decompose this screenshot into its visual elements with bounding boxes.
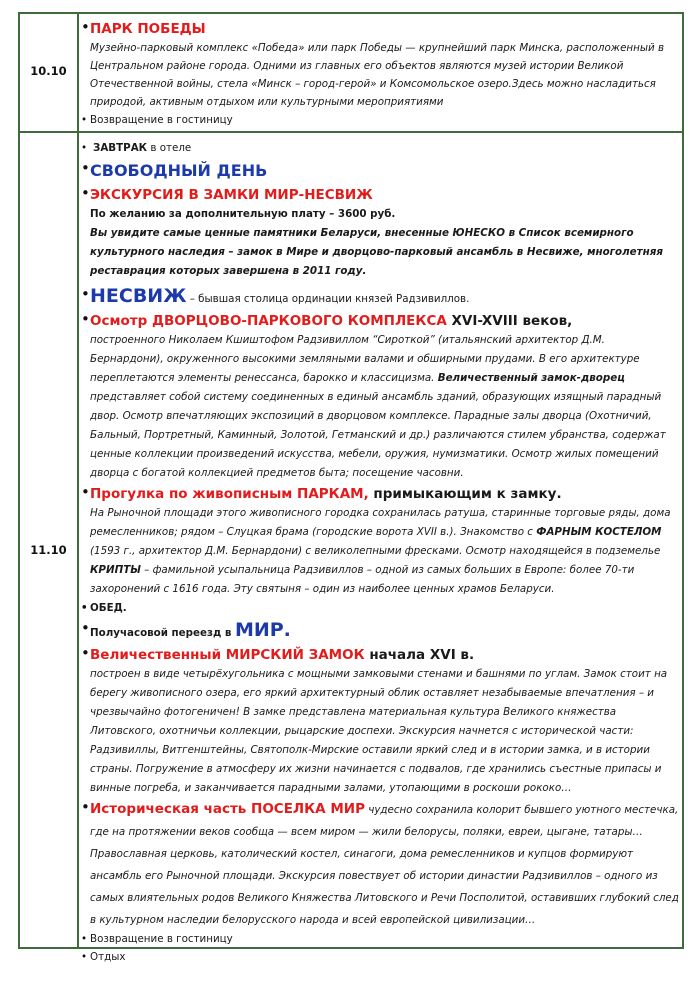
lunch-item (81, 599, 679, 617)
list-item (81, 18, 679, 39)
rest-item (81, 948, 679, 966)
park-description: Музейно-парковый комплекс «Победа» или парк Победы — крупнейший парк Минска, расположенный в Центральном районе города. Одними из главных его объектов являются музей истории Великой Отечественной войны, стела «Минск – город-герой» и Комсомольское озеро.Здесь можно насладиться природой, активным отдыхом или культурными мероприятиями (90, 42, 665, 108)
return-text: Возвращение в гостиницу (90, 933, 233, 945)
itinerary-table (18, 12, 684, 963)
palace-title: Осмотр ДВОРЦОВО-ПАРКОВОГО КОМПЛЕКСА (90, 313, 447, 329)
return-item (81, 930, 679, 948)
palace-title-century: XVI-XVIII веков, (446, 313, 573, 329)
parks-description: На Рыночной площади этого живописного городка сохранилась ратуша, старинные торговые ряды, дома ремесленников; рядом – Слуцкая брама (городские ворота XVII в.). Знакомство с ФАРНЫМ КОСТЕЛОМ (1593 г., архитектор Д.М. Бернардони) с великолепными фресками. Осмотр находящейся в подземелье КРИПТЫ – фамильной усыпальница Радзивиллов – одной из самых больших в Европе: более 70-ти захоронений с 1616 года. Эту святыня – один из наиболее ценных храмов Беларуси. (90, 507, 671, 595)
day-row-2 (20, 133, 682, 963)
village-description: чудесно сохранила колорит бывшего уютного местечка, где на протяжении веков сообща — всем миром — жили белорусы, поляки, евреи, цыгане, татары… Православная церковь, католический костел, синагоги, дома ремесленников и купцов формируют ансамбль его Рыночной площади. Экскурсия повествует об истории династии Радзивиллов – одного из самых влиятельных родов Великого Княжества Литовского и Речи Посполитой, оставивших глубокий след в культурном наследии белорусского народа и всей европейской цивилизации… (90, 804, 679, 926)
parks-title-rest: примыкающим к замку. (368, 486, 562, 502)
excursion-description: Вы увидите самые ценные памятники Беларуси, внесенные ЮНЕСКО в Список всемирного культурного наследия – замок в Мире и дворцово-парковый ансамбль в Несвиже, многолетняя реставрация которых завершена в 2011 году. (90, 227, 663, 277)
day-row-1 (20, 14, 682, 131)
nesvizh-item (81, 285, 679, 308)
breakfast-label: ЗАВТРАК (93, 142, 148, 154)
day-content (81, 18, 679, 129)
mir-castle-description: построен в виде четырёхугольника с мощными замковыми стенами и башнями по углам. Замок стоит на берегу живописного озера, его яркий архитектурный облик оставляет незабываемые впечатления – и чрезвычайно фотогеничен! В замке представлена материальная культура Великого княжества Литовского, охотничьи коллекции, рыцарские доспехи. Экскурсия начнется с исторической части: Радзивиллы, Витгенштейны, Святополк-Мирские оставили яркий след и в истории замка, и в истории страны. Погружение в атмосферу их жизни начинается с подвалов, где хранились съестные припасы и винные погреба, и заканчивается парадными залами, утопающими в роскоши рококо… (90, 668, 668, 794)
village-title: Историческая часть ПОСЕЛКА МИР (90, 801, 365, 817)
nesvizh-title: НЕСВИЖ (90, 285, 187, 307)
palace-description: построенного Николаем Кшиштофом Радзивиллом “Сироткой” (итальянский архитектор Д.М. Бернардони), окруженного высокими земляными валами и обширными прудами. В его архитектуре переплетаются элементы ренессанса, барокко и классицизма. Величественный замок-дворец представляет собой систему соединенных в единый ансамбль зданий, образующих изящный парадный двор. Осмотр впечатляющих экспозиций в дворцовом комплексе. Парадные залы дворца (Охотничий, Бальный, Портретный, Каминный, Золотой, Гетманский и др.) различаются стилем убранства, содержат ценные коллекции произведений искусства, мебели, оружия, нумизматики. Осмотр жилых помещений дворца с богатой коллекцией предметов быта; посещение часовни. (90, 334, 666, 479)
transfer-item (81, 619, 679, 642)
palace-item (81, 310, 679, 331)
excursion-item (81, 184, 679, 205)
transfer-place: МИР. (234, 619, 291, 641)
excursion-price: По желанию за дополнительную плату – 3600 руб. (90, 208, 396, 220)
day-date: 11.10 (30, 543, 67, 557)
breakfast-item (81, 139, 679, 157)
park-title: ПАРК ПОБЕДЫ (90, 21, 206, 37)
return-text: Возвращение в гостиницу (90, 114, 233, 126)
return-item (81, 111, 679, 129)
nesvizh-rest: – бывшая столица ординации князей Радзивиллов. (186, 293, 470, 305)
village-item (81, 798, 679, 930)
breakfast-rest: в отеле (147, 142, 192, 154)
lunch-text: ОБЕД. (90, 602, 127, 614)
mir-castle-century: начала XVI в. (364, 647, 475, 663)
free-day-title: СВОБОДНЫЙ ДЕНЬ (90, 161, 268, 180)
rest-text: Отдых (90, 951, 126, 963)
parks-item (81, 483, 679, 504)
day-date: 10.10 (30, 64, 67, 78)
day-content (81, 139, 679, 966)
mir-castle-item (81, 644, 679, 665)
parks-title: Прогулка по живописным ПАРКАМ, (90, 486, 369, 502)
mir-castle-title: Величественный МИРСКИЙ ЗАМОК (90, 647, 365, 663)
transfer-text: Получасовой переезд в (90, 627, 235, 639)
free-day-item (81, 159, 679, 182)
excursion-title: ЭКСКУРСИЯ В ЗАМКИ МИР-НЕСВИЖ (90, 187, 373, 203)
